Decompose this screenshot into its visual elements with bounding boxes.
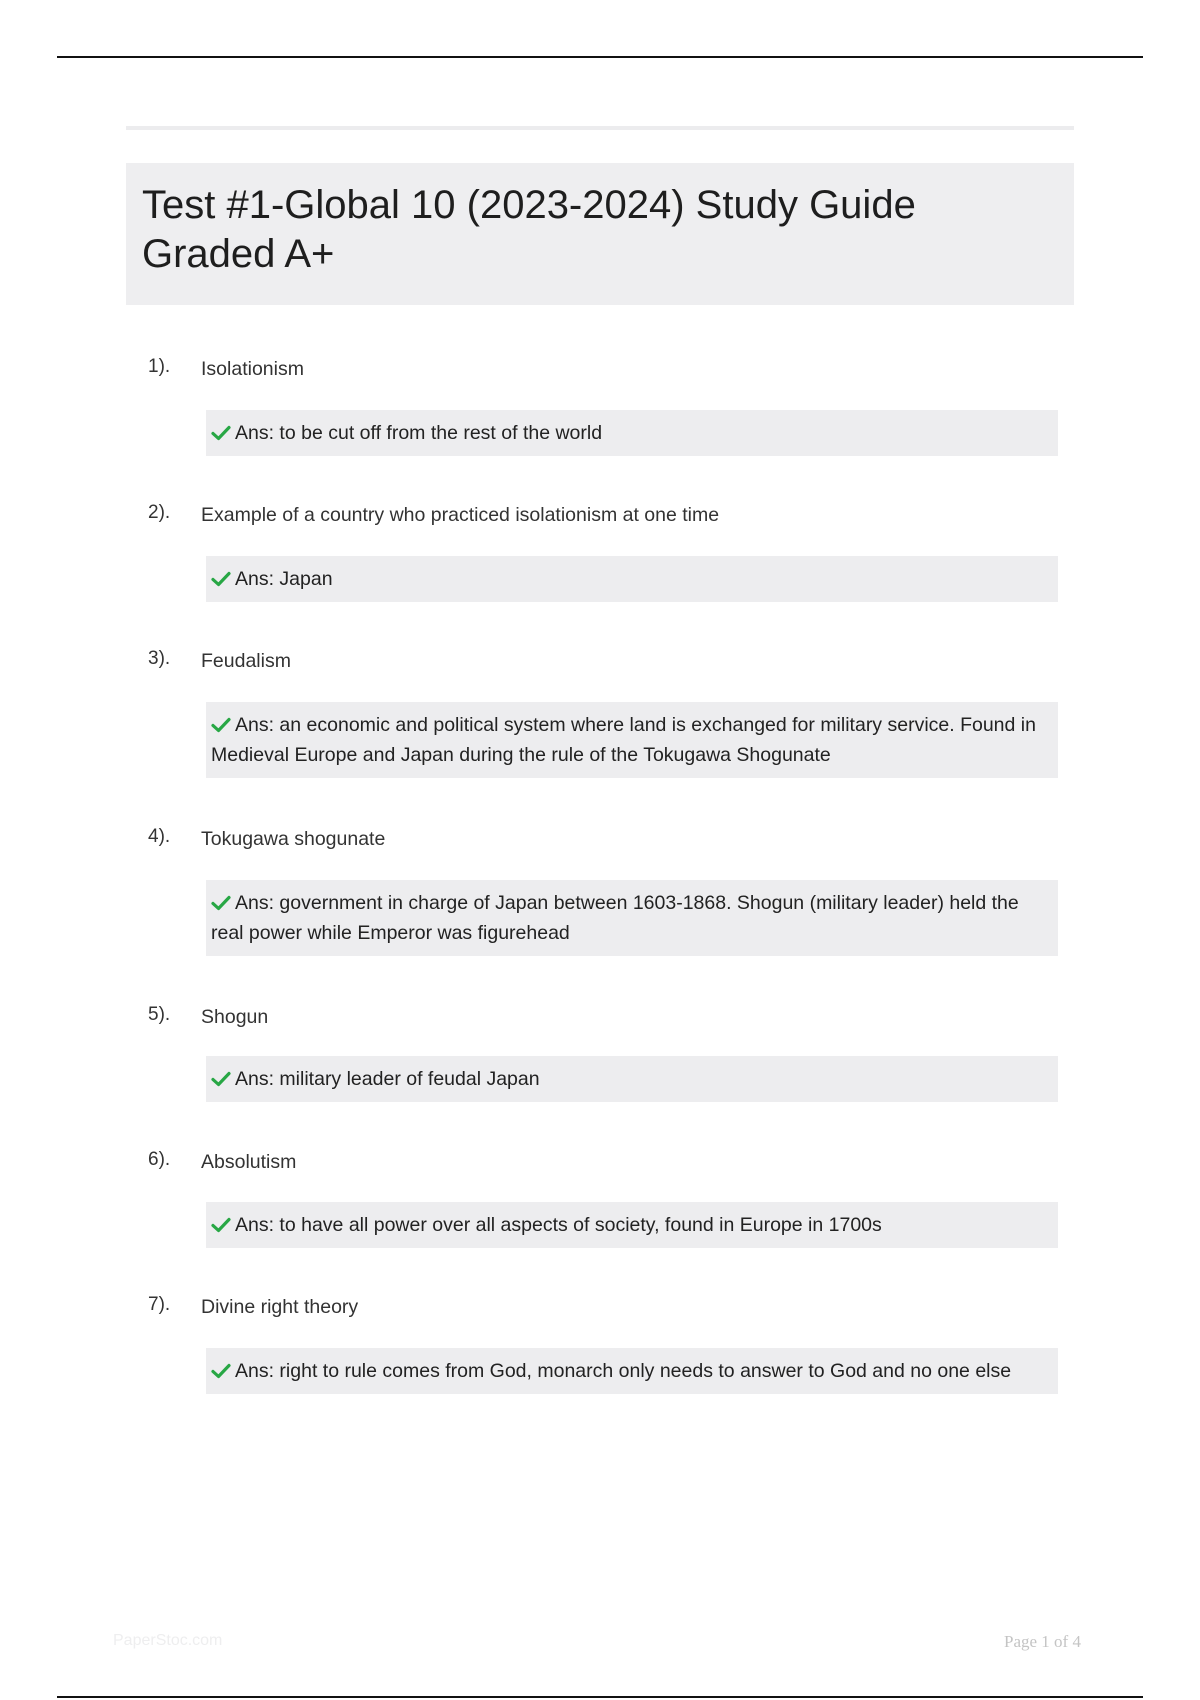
check-icon xyxy=(211,1071,231,1087)
question-number: 6). xyxy=(148,1149,171,1170)
question-number: 3). xyxy=(148,648,171,669)
check-icon xyxy=(211,425,231,441)
answer-text: Ans: to have all power over all aspects of society, found in Europe in 1700s xyxy=(235,1214,882,1236)
question-term: Shogun xyxy=(201,1006,269,1028)
answer-box xyxy=(206,410,1058,456)
question-term: Tokugawa shogunate xyxy=(201,828,386,850)
question-term: Absolutism xyxy=(201,1151,297,1173)
answer-text: Ans: military leader of feudal Japan xyxy=(235,1068,540,1090)
check-icon xyxy=(211,717,231,733)
check-icon xyxy=(211,571,231,587)
answer-text: Ans: an economic and political system where land is exchanged for military service. Found in Medieval Europe and Japan during the rule of the Tokugawa Shogunate xyxy=(211,714,1036,766)
answer-box xyxy=(206,556,1058,602)
page-title: Test #1-Global 10 (2023-2024) Study Guide Graded A+ xyxy=(142,183,916,276)
question-term: Example of a country who practiced isolationism at one time xyxy=(201,504,720,526)
check-icon xyxy=(211,895,231,911)
question-number: 1). xyxy=(148,356,171,377)
answer-text: Ans: government in charge of Japan between 1603-1868. Shogun (military leader) held the real power while Emperor was figurehead xyxy=(211,892,1019,944)
question-number: 4). xyxy=(148,826,171,847)
answer-text: Ans: right to rule comes from God, monarch only needs to answer to God and no one else xyxy=(235,1360,1012,1382)
watermark: PaperStoc.com xyxy=(113,1632,223,1649)
check-icon xyxy=(211,1363,231,1379)
question-term: Divine right theory xyxy=(201,1296,359,1318)
title-box xyxy=(126,163,1074,305)
answer-box xyxy=(206,880,1058,956)
page-number: Page 1 of 4 xyxy=(1004,1632,1081,1651)
question-number: 5). xyxy=(148,1004,171,1025)
question-term: Feudalism xyxy=(201,650,291,672)
question-number: 7). xyxy=(148,1294,171,1315)
question-number: 2). xyxy=(148,502,171,523)
answer-box xyxy=(206,1056,1058,1102)
bottom-rule xyxy=(57,1696,1143,1698)
answer-box xyxy=(206,1202,1058,1248)
check-icon xyxy=(211,1217,231,1233)
answer-text: Ans: Japan xyxy=(235,568,333,590)
question-term: Isolationism xyxy=(201,358,304,380)
answer-text: Ans: to be cut off from the rest of the world xyxy=(235,422,603,444)
answer-box xyxy=(206,1348,1058,1394)
top-rule xyxy=(57,56,1143,58)
answer-box xyxy=(206,702,1058,778)
header-separator xyxy=(126,126,1074,130)
